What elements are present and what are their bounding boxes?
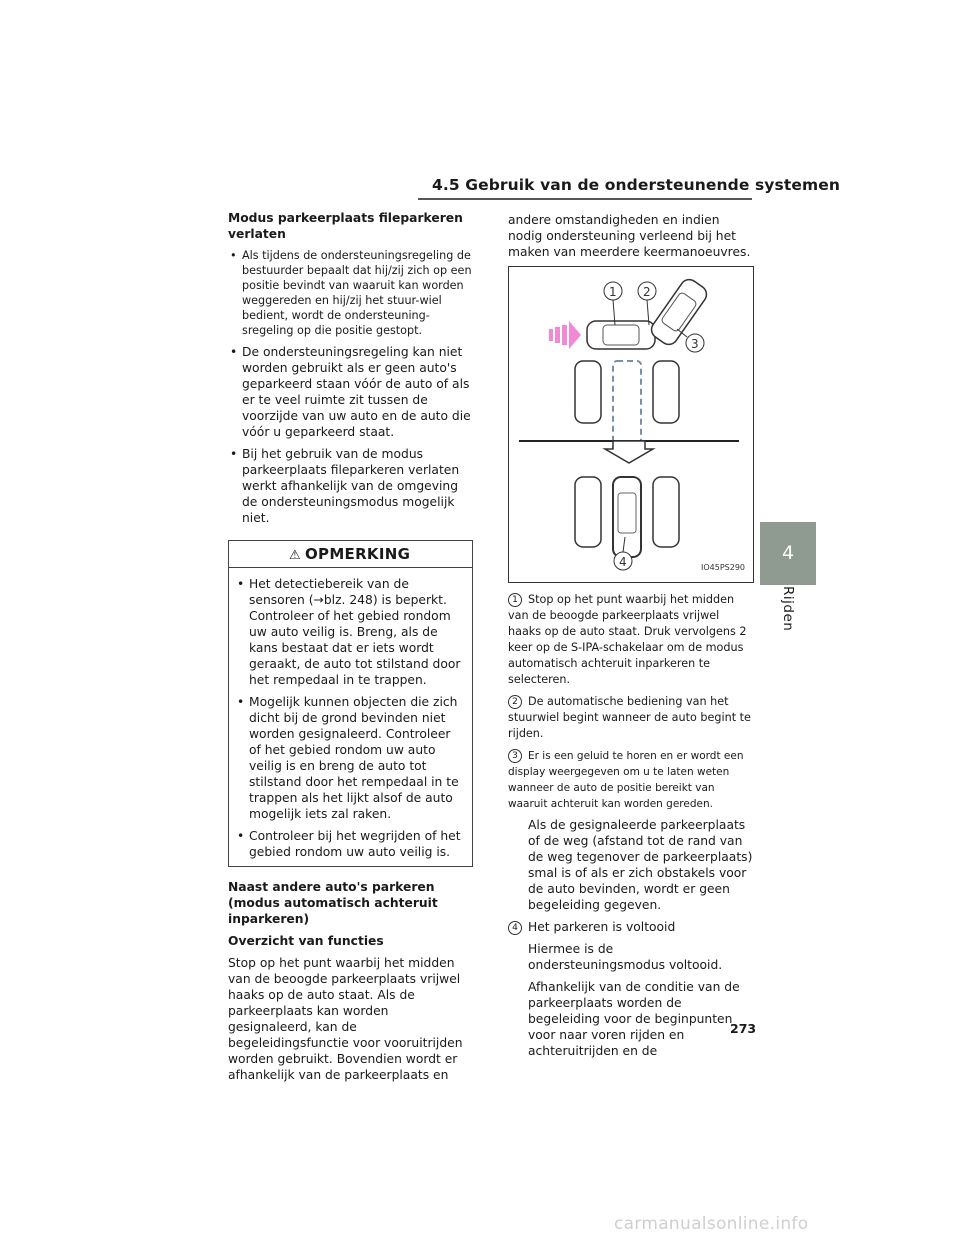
callout-1 xyxy=(604,282,622,325)
step-1 xyxy=(508,591,754,687)
car-icon xyxy=(653,361,679,423)
heading-leave-parallel: Modus parkeerplaats fileparkeren verlaten xyxy=(228,211,463,241)
note-item: • Het detectiebereik van de sensoren (→blz. 248) is beperkt. Controleer of het gebied rondom uw auto veilig is. Breng, als de kans bestaat dat er iets wordt geraakt, de auto tot stilstand door het rempedaal in te trappen. xyxy=(235,576,466,688)
note-box xyxy=(228,540,473,867)
step-2 xyxy=(508,693,754,741)
page-number: 273 xyxy=(730,1021,757,1036)
chapter-label-text: Rijden xyxy=(780,586,796,632)
step-4-detail: Afhankelijk van de conditie van de parkeerplaats worden de begeleiding voor de beginpunten voor naar voren rijden en achteruitrijden en de xyxy=(528,980,740,1058)
step-text: Stop op het punt waarbij het midden van de beoogde parkeerplaats vrijwel haaks op de auto staat. Druk vervolgens 2 keer op de S-IPA-schakelaar om de modus automatisch achteruit inparkeren te selecteren. xyxy=(508,593,747,686)
chapter-label xyxy=(760,586,816,676)
parking-diagram-svg xyxy=(509,267,753,582)
note-item: • Mogelijk kunnen objecten die zich dicht bij de grond bevinden niet worden gesignaleerd. Controleer of het gebied rondom uw auto veilig is en breng de auto tot stilstand door het rempedaal in te trappen als het lijkt alsof de auto mogelijk iets zal raken. xyxy=(235,694,466,822)
car-icon xyxy=(613,477,641,557)
car-icon xyxy=(653,477,679,547)
svg-text:1: 1 xyxy=(609,285,617,299)
continued-paragraph: andere omstandigheden en indien nodig ondersteuning verleend bij het maken van meerdere keermanoeuvres. xyxy=(508,213,751,259)
step-4 xyxy=(508,919,754,935)
step-3-detail: Als de gesignaleerde parkeerplaats of de weg (afstand tot de rand van de weg tegenover de parkeerplaats) smal is of als er zich obstakels voor de auto bevinden, wordt er geen begeleiding gegeven. xyxy=(528,818,753,912)
bullet-item: • Als tijdens de ondersteuningsregeling de bestuurder bepaalt dat hij/zij zich op een positie bevindt van waaruit kan worden weggereden en hij/zij het stuur-wiel bedient, wordt de ondersteuning-sregeling op die positie gestopt. xyxy=(228,248,473,338)
step-text: Het parkeren is voltooid xyxy=(528,920,676,934)
step-number: 1 xyxy=(508,593,522,607)
left-column xyxy=(228,210,473,1089)
step-4-detail: Hiermee is de ondersteuningsmodus voltooid. xyxy=(528,942,723,972)
car-icon xyxy=(575,361,601,423)
figure-code: IO45PS290 xyxy=(700,563,745,572)
step-number: 4 xyxy=(508,921,522,935)
step-text: Er is een geluid te horen en er wordt een display weergegeven om u te laten weten wanneer de auto de positie bereikt van waaruit achteruit kan worden gereden. xyxy=(508,750,744,810)
note-body xyxy=(229,568,472,860)
direction-arrow-icon xyxy=(549,321,581,349)
note-title xyxy=(229,541,472,568)
warning-icon: ⚠ xyxy=(289,548,301,563)
parking-diagram xyxy=(508,266,754,583)
heading-park-beside: Naast andere auto's parkeren (modus automatisch achteruit inparkeren) xyxy=(228,880,438,926)
right-column xyxy=(508,212,757,1065)
step-3 xyxy=(508,747,754,811)
svg-text:2: 2 xyxy=(643,285,651,299)
svg-text:3: 3 xyxy=(691,337,699,351)
callout-3 xyxy=(677,329,704,352)
bullet-item: • De ondersteuningsregeling kan niet worden gebruikt als er geen auto's geparkeerd staan vóór de auto of als er te veel ruimte zit tussen de voorzijde van uw auto en de auto die vóór u geparkeerd staat. xyxy=(228,344,473,440)
svg-text:4: 4 xyxy=(619,555,627,569)
car-icon xyxy=(575,477,601,547)
step-number: 3 xyxy=(508,749,522,763)
note-title-text: OPMERKING xyxy=(304,545,411,563)
header-rule xyxy=(418,198,752,200)
parking-space xyxy=(613,361,641,453)
down-arrow-icon xyxy=(605,441,653,463)
note-item: • Controleer bij het wegrijden of het gebied rondom uw auto veilig is. xyxy=(235,828,466,860)
watermark: carmanualsonline.info xyxy=(614,1214,809,1234)
overview-paragraph: Stop op het punt waarbij het midden van de beoogde parkeerplaats vrijwel haaks op de auto staat. Als de parkeerplaats kan worden gesignaleerd, kan de begeleidingsfunctie voor vooruitrijden worden gebruikt. Bovendien wordt er afhankelijk van de parkeerplaats en xyxy=(228,956,463,1082)
step-text: De automatische bediening van het stuurwiel begint wanneer de auto begint te rijden. xyxy=(508,695,751,740)
callout-2 xyxy=(638,282,656,325)
chapter-tab: 4 xyxy=(760,522,816,585)
section-header: 4.5 Gebruik van de ondersteunende systemen xyxy=(432,176,840,194)
heading-overview: Overzicht van functies xyxy=(228,934,384,948)
step-number: 2 xyxy=(508,695,522,709)
bullet-item: • Bij het gebruik van de modus parkeerplaats fileparkeren verlaten werkt afhankelijk van de omgeving de ondersteuningsmodus mogelijk niet. xyxy=(228,446,473,526)
